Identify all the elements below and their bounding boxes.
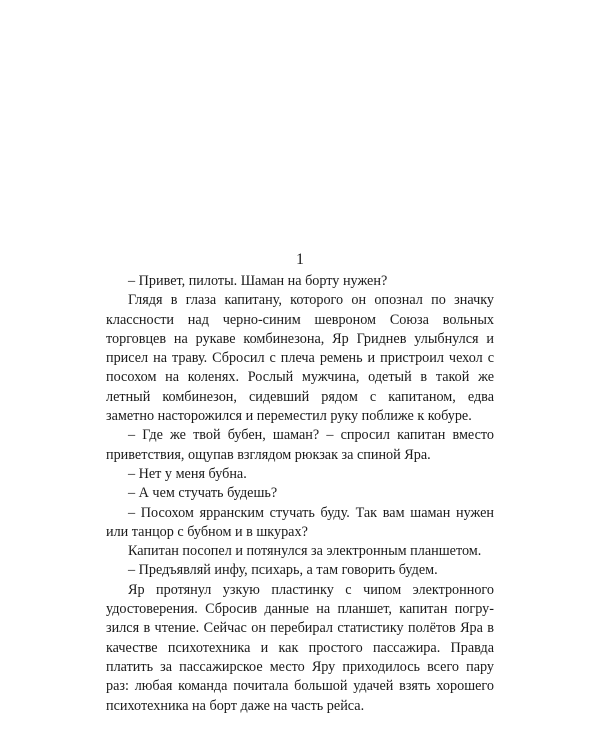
paragraph-id-card: Яр протянул узкую пластинку с чипом электронного удостоверения. Сбросив данные на планшет, капитан погрузился в чтение. Сейчас он перебирал статистику полётов Яра в качестве психотехника и как простого пассажира. Правда платить за пассажирское место Яру приходилось всего пару раз: любая команда почитала большой удачей взять хорошего психотехника на борт даже на часть рейса.: [106, 581, 494, 714]
chapter-text: [106, 272, 494, 716]
paragraph-tablet: Капитан посопел и потянулся за электронным планшетом.: [128, 543, 482, 560]
paragraph-what-knock: – А чем стучать будешь?: [128, 485, 278, 502]
paragraph-captain-asks: – Где же твой бубен, шаман? – спросил капитан вместо приветствия, ощупав взглядом рюкзак за спиной Яра.: [106, 427, 494, 463]
paragraph-greeting: – Привет, пилоты. Шаман на борту нужен?: [128, 273, 388, 289]
paragraph-show-info: – Предъявляй инфу, психарь, а там говорить будем.: [128, 562, 438, 579]
paragraph-yar-sits: Глядя в глаза капитану, которого он опознал по значку классности над черно-синим шевроном Союза вольных торговцев на рукаве комбинезона, Яр Гриднев улыбнулся и присел на траву. Сбросил с плеча ремень и пристроил чехол с посохом на коленях. Рослый мужчина, одетый в такой же летный комбинезон, сидевший рядом с капитаном, едва заметно насторожился и переместил руку поближе к кобуре.: [106, 292, 494, 425]
chapter-number: 1: [296, 251, 304, 268]
paragraph-no-drum: – Нет у меня бубна.: [128, 465, 247, 482]
paragraph-staff-answer: – Посохом ярранским стучать буду. Так вам шаман нужен или танцор с бубном и в шкурах?: [106, 504, 494, 540]
